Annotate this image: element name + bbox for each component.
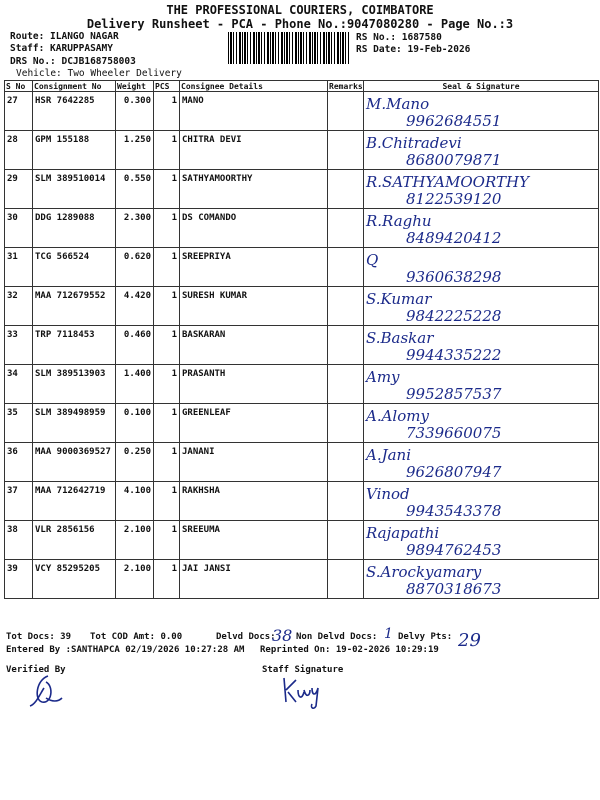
handwritten-phone: 9944335222 (406, 346, 502, 364)
col-sno: S No (5, 81, 33, 92)
row-sno: 30 (5, 209, 33, 248)
row-pcs: 1 (154, 287, 180, 326)
row-consignment-no: HSR 7642285 (33, 92, 116, 131)
handwritten-name: Q (366, 251, 379, 269)
row-sno: 33 (5, 326, 33, 365)
row-signature (364, 365, 599, 404)
row-weight: 0.100 (116, 404, 154, 443)
handwritten-phone: 9952857537 (406, 385, 502, 403)
table-row (5, 482, 599, 521)
handwritten-name: S.Arockyamary (366, 563, 482, 581)
handwritten-phone: 8122539120 (406, 190, 502, 208)
row-pcs: 1 (154, 131, 180, 170)
row-consignment-no: MAA 9000369527 (33, 443, 116, 482)
non-delivered-label: Non Delvd Docs: (296, 632, 378, 642)
row-remarks (328, 365, 364, 404)
row-weight: 2.100 (116, 560, 154, 599)
row-signature (364, 404, 599, 443)
verifier-signature (26, 672, 66, 710)
row-consignee: DS COMANDO (180, 209, 328, 248)
row-consignee: JANANI (180, 443, 328, 482)
row-signature (364, 170, 599, 209)
row-consignment-no: SLM 389498959 (33, 404, 116, 443)
row-consignee: SURESH KUMAR (180, 287, 328, 326)
staff-signature-label: Staff Signature (262, 665, 344, 675)
row-weight: 0.620 (116, 248, 154, 287)
row-sno: 31 (5, 248, 33, 287)
row-consignee: SREEUMA (180, 521, 328, 560)
row-pcs: 1 (154, 443, 180, 482)
row-consignee: PRASANTH (180, 365, 328, 404)
row-remarks (328, 131, 364, 170)
reprinted-on: Reprinted On: 19-02-2026 10:29:19 (260, 645, 439, 655)
row-weight: 0.250 (116, 443, 154, 482)
vehicle-label: Vehicle: Two Wheeler Delivery (16, 68, 182, 79)
table-header-row (5, 81, 599, 92)
handwritten-phone: 9943543378 (406, 502, 502, 520)
table-row (5, 404, 599, 443)
handwritten-name: B.Chitradevi (366, 134, 462, 152)
row-pcs: 1 (154, 404, 180, 443)
row-sno: 32 (5, 287, 33, 326)
handwritten-phone: 8870318673 (406, 580, 502, 598)
row-pcs: 1 (154, 482, 180, 521)
row-consignment-no: VLR 2856156 (33, 521, 116, 560)
row-sno: 34 (5, 365, 33, 404)
drs-number: DRS No.: DCJB168758003 (10, 56, 136, 67)
row-weight: 2.300 (116, 209, 154, 248)
delivered-docs-value: 38 (272, 626, 293, 645)
row-consignee: SREEPRIYA (180, 248, 328, 287)
table-row (5, 209, 599, 248)
row-consignment-no: MAA 712679552 (33, 287, 116, 326)
row-consignee: RAKHSHA (180, 482, 328, 521)
col-consignee: Consignee Details (180, 81, 328, 92)
handwritten-phone: 7339660075 (406, 424, 502, 442)
row-signature (364, 209, 599, 248)
handwritten-phone: 9842225228 (406, 307, 502, 325)
staff-signature (280, 676, 330, 710)
table-row (5, 92, 599, 131)
row-signature (364, 326, 599, 365)
row-sno: 35 (5, 404, 33, 443)
runsheet-subtitle: Delivery Runsheet - PCA - Phone No.:9047080280 - Page No.:3 (86, 17, 514, 31)
col-pcs: PCS (154, 81, 180, 92)
handwritten-name: A.Jani (366, 446, 412, 464)
row-consignment-no: TRP 7118453 (33, 326, 116, 365)
row-remarks (328, 209, 364, 248)
row-pcs: 1 (154, 521, 180, 560)
delivered-docs-label: Delvd Docs: (216, 632, 276, 642)
row-consignment-no: MAA 712642719 (33, 482, 116, 521)
delivery-points-label: Delvy Pts: (398, 632, 453, 642)
row-consignee: MANO (180, 92, 328, 131)
barcode-image (228, 32, 350, 64)
row-signature (364, 443, 599, 482)
row-remarks (328, 560, 364, 599)
handwritten-phone: 9962684551 (406, 112, 502, 130)
row-weight: 1.400 (116, 365, 154, 404)
row-pcs: 1 (154, 170, 180, 209)
row-weight: 0.550 (116, 170, 154, 209)
table-row (5, 560, 599, 599)
row-sno: 37 (5, 482, 33, 521)
handwritten-phone: 8680079871 (406, 151, 502, 169)
table-row (5, 521, 599, 560)
row-consignment-no: TCG 566524 (33, 248, 116, 287)
row-sno: 28 (5, 131, 33, 170)
rs-date: RS Date: 19-Feb-2026 (356, 44, 471, 55)
verified-by-label: Verified By (6, 665, 66, 675)
row-remarks (328, 404, 364, 443)
row-signature (364, 92, 599, 131)
total-cod-amount: Tot COD Amt: 0.00 (90, 632, 183, 642)
handwritten-name: S.Kumar (366, 290, 432, 308)
table-row (5, 443, 599, 482)
row-consignment-no: SLM 389510014 (33, 170, 116, 209)
row-consignee: JAI JANSI (180, 560, 328, 599)
row-remarks (328, 326, 364, 365)
row-remarks (328, 170, 364, 209)
col-signature: Seal & Signature (364, 81, 599, 92)
non-delivered-value: 1 (384, 626, 393, 642)
rs-number: RS No.: 1687580 (356, 32, 442, 43)
row-signature (364, 248, 599, 287)
delivery-points-value: 29 (458, 630, 481, 651)
handwritten-phone: 9894762453 (406, 541, 502, 559)
route-label: Route: ILANGO NAGAR (10, 31, 119, 42)
row-weight: 0.300 (116, 92, 154, 131)
row-weight: 4.100 (116, 482, 154, 521)
row-remarks (328, 521, 364, 560)
row-consignment-no: GPM 155188 (33, 131, 116, 170)
total-docs: Tot Docs: 39 (6, 632, 72, 642)
table-row (5, 248, 599, 287)
row-remarks (328, 92, 364, 131)
row-pcs: 1 (154, 209, 180, 248)
row-pcs: 1 (154, 248, 180, 287)
row-sno: 39 (5, 560, 33, 599)
row-consignment-no: SLM 389513903 (33, 365, 116, 404)
row-pcs: 1 (154, 92, 180, 131)
handwritten-phone: 9360638298 (406, 268, 502, 286)
row-sno: 27 (5, 92, 33, 131)
row-signature (364, 287, 599, 326)
row-pcs: 1 (154, 326, 180, 365)
row-sno: 36 (5, 443, 33, 482)
row-sno: 29 (5, 170, 33, 209)
row-weight: 2.100 (116, 521, 154, 560)
col-consignment: Consignment No (33, 81, 116, 92)
row-remarks (328, 482, 364, 521)
col-remarks: Remarks (329, 81, 363, 91)
table-row (5, 170, 599, 209)
row-remarks (328, 248, 364, 287)
table-row (5, 365, 599, 404)
row-weight: 4.420 (116, 287, 154, 326)
table-row (5, 131, 599, 170)
row-weight: 1.250 (116, 131, 154, 170)
col-weight: Weight (116, 81, 154, 92)
row-pcs: 1 (154, 365, 180, 404)
handwritten-phone: 8489420412 (406, 229, 502, 247)
handwritten-name: A.Alomy (366, 407, 429, 425)
row-consignee: CHITRA DEVI (180, 131, 328, 170)
row-signature (364, 521, 599, 560)
row-consignee: SATHYAMOORTHY (180, 170, 328, 209)
row-consignment-no: DDG 1289088 (33, 209, 116, 248)
row-consignee: GREENLEAF (180, 404, 328, 443)
handwritten-name: R.Raghu (366, 212, 432, 230)
row-remarks (328, 287, 364, 326)
handwritten-name: R.SATHYAMOORTHY (366, 173, 529, 191)
handwritten-name: Rajapathi (366, 524, 440, 542)
company-title: THE PROFESSIONAL COURIERS, COIMBATORE (166, 3, 434, 17)
handwritten-name: M.Mano (366, 95, 430, 113)
row-remarks (328, 443, 364, 482)
row-signature (364, 482, 599, 521)
handwritten-name: S.Baskar (366, 329, 434, 347)
handwritten-name: Vinod (366, 485, 410, 503)
row-consignment-no: VCY 85295205 (33, 560, 116, 599)
row-pcs: 1 (154, 560, 180, 599)
row-signature (364, 131, 599, 170)
table-row (5, 287, 599, 326)
entered-by: Entered By :SANTHAPCA 02/19/2026 10:27:28 AM (6, 645, 245, 655)
row-signature (364, 560, 599, 599)
table-row (5, 326, 599, 365)
runsheet-table (4, 80, 599, 599)
handwritten-name: Amy (366, 368, 400, 386)
staff-label: Staff: KARUPPASAMY (10, 43, 113, 54)
row-consignee: BASKARAN (180, 326, 328, 365)
row-weight: 0.460 (116, 326, 154, 365)
row-sno: 38 (5, 521, 33, 560)
handwritten-phone: 9626807947 (406, 463, 502, 481)
